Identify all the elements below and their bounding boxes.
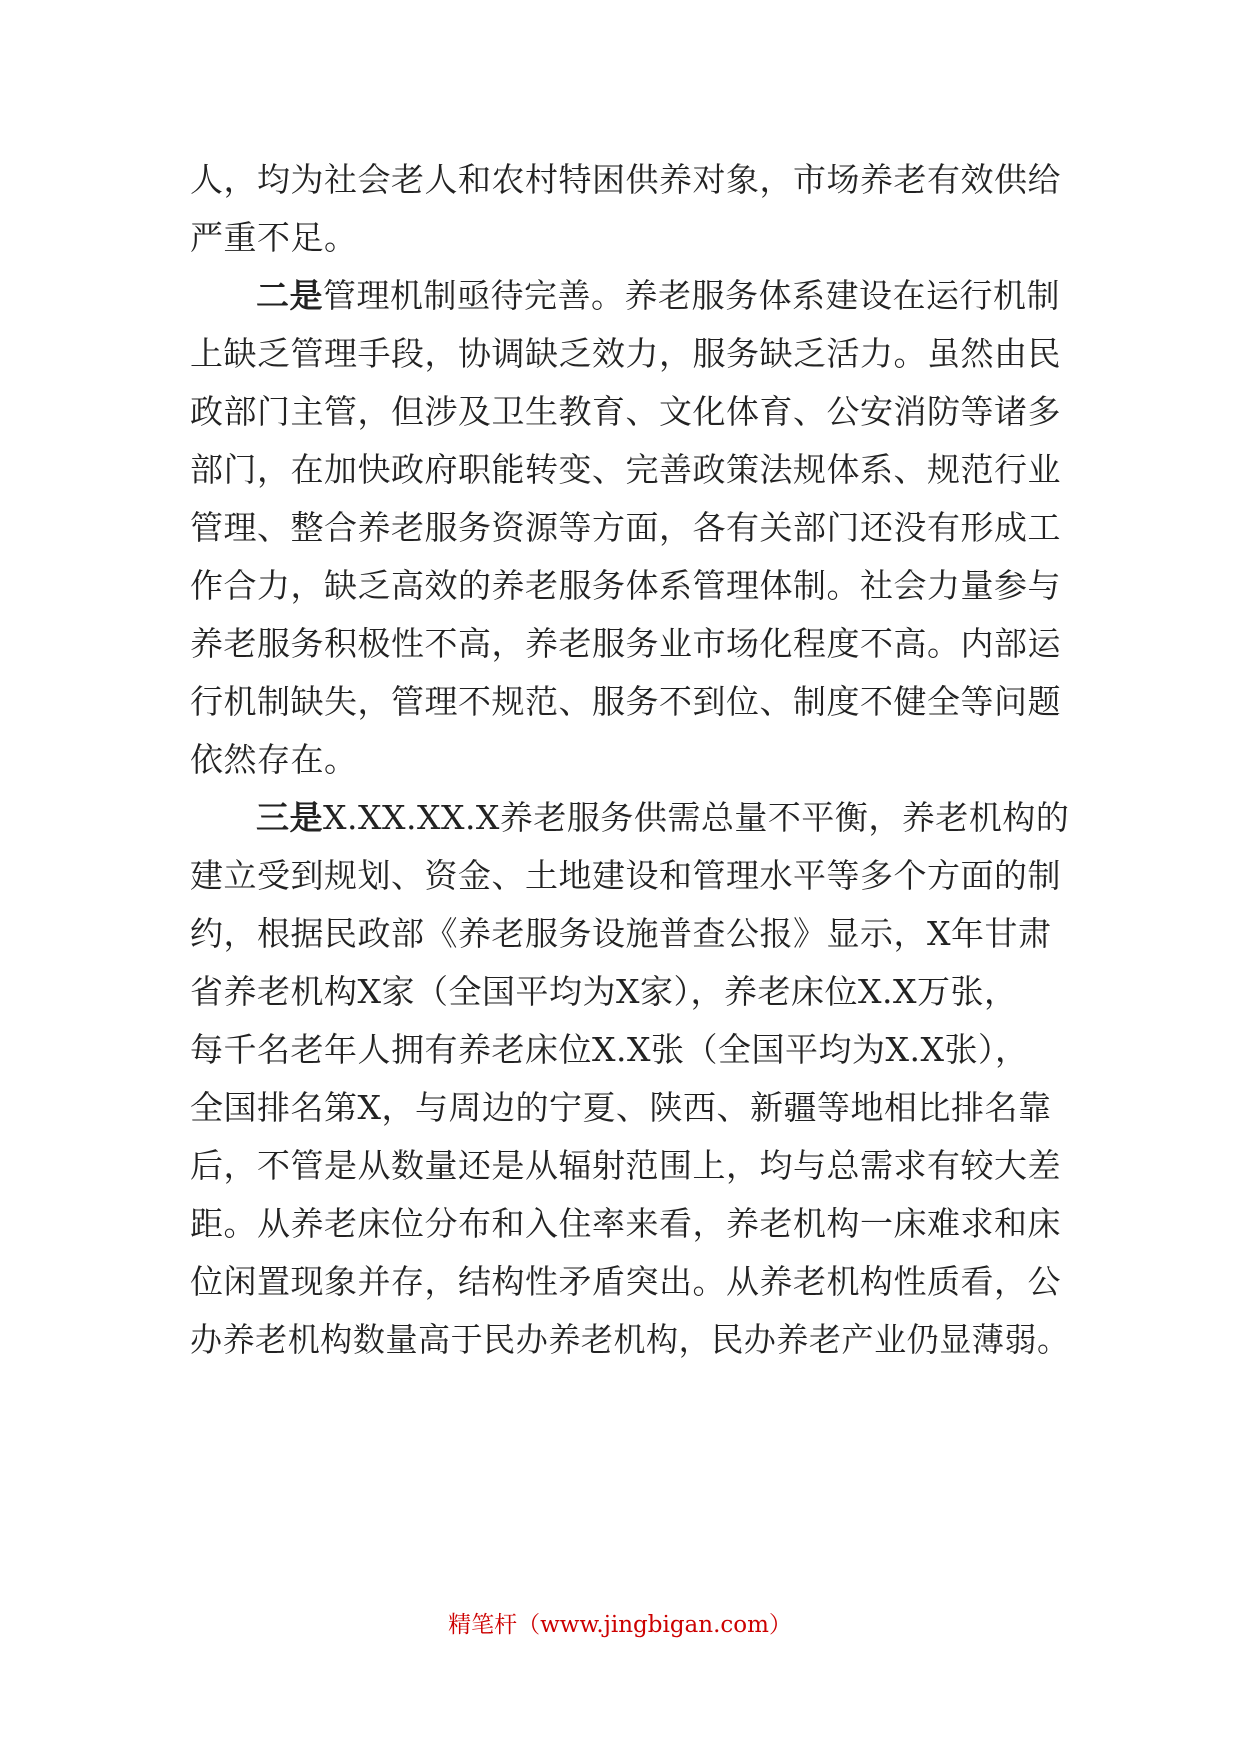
paragraph-line: 后，不管是从数量还是从辐射范围上，均与总需求有较大差: [190, 1146, 1061, 1185]
paragraph-lead: 三是: [256, 798, 323, 837]
paragraph-line: 上缺乏管理手段，协调缺乏效力，服务缺乏活力。虽然由民: [190, 334, 1061, 373]
paragraph-line: 省养老机构X家（全国平均为X家），养老床位X.X万张，: [190, 972, 1018, 1011]
paragraph-line: 政部门主管，但涉及卫生教育、文化体育、公安消防等诸多: [190, 392, 1061, 431]
paragraph-line: 约，根据民政部《养老服务设施普查公报》显示，X年甘肃: [190, 914, 1052, 953]
paragraph-line: 严重不足。: [190, 218, 358, 257]
paragraph-first-line: [256, 276, 1060, 316]
paragraph-line: 位闲置现象并存，结构性矛盾突出。从养老机构性质看，公: [190, 1262, 1061, 1301]
paragraph-line: 管理、整合养老服务资源等方面，各有关部门还没有形成工: [190, 508, 1061, 547]
paragraph-line: 建立受到规划、资金、土地建设和管理水平等多个方面的制: [190, 856, 1061, 895]
paragraph-line: 部门，在加快政府职能转变、完善政策法规体系、规范行业: [190, 450, 1061, 489]
paragraph-first-line: [256, 798, 1069, 838]
paragraph-line: 每千名老年人拥有养老床位X.X张（全国平均为X.X张），: [190, 1030, 1029, 1069]
paragraph-lead: 二是: [256, 276, 323, 315]
paragraph-line: 全国排名第X，与周边的宁夏、陕西、新疆等地相比排名靠: [190, 1088, 1052, 1127]
paragraph-line: 行机制缺失，管理不规范、服务不到位、制度不健全等问题: [190, 682, 1061, 721]
paragraph-line: 养老服务积极性不高，养老服务业市场化程度不高。内部运: [190, 624, 1061, 663]
paragraph-line: 距。从养老床位分布和入住率来看，养老机构一床难求和床: [190, 1204, 1061, 1243]
paragraph-text: 管理机制亟待完善。养老服务体系建设在运行机制: [323, 276, 1060, 315]
paragraph-line: 作合力，缺乏高效的养老服务体系管理体制。社会力量参与: [190, 566, 1061, 605]
paragraph-line: 依然存在。: [190, 740, 358, 779]
paragraph-line: 人，均为社会老人和农村特困供养对象，市场养老有效供给: [190, 160, 1061, 199]
footer-watermark: 精笔杆（www.jingbigan.com）: [448, 1612, 792, 1638]
paragraph-line: 办养老机构数量高于民办养老机构，民办养老产业仍显薄弱。: [190, 1320, 1070, 1359]
paragraph-text: X.XX.XX.X养老服务供需总量不平衡，养老机构的: [323, 798, 1070, 837]
